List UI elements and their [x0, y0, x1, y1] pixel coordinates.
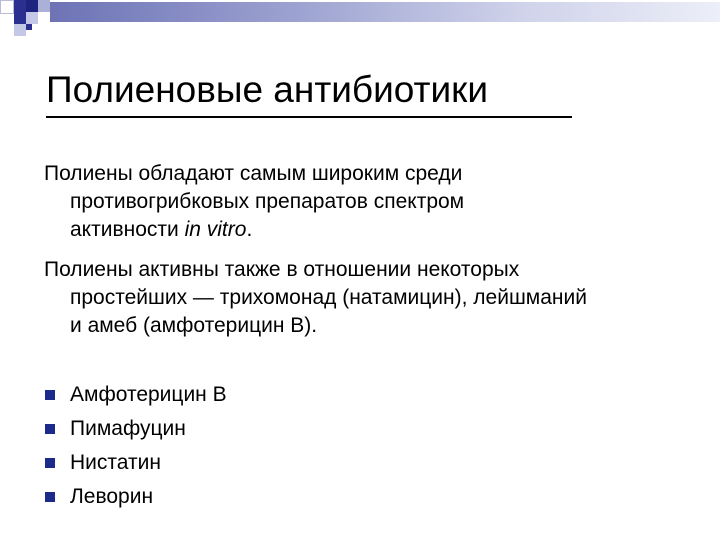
list-item-label: Пимафуцин: [70, 417, 186, 440]
text-fragment: активности: [70, 218, 185, 241]
paragraph-line: [44, 216, 684, 244]
square-bullet-icon: [45, 458, 55, 468]
drug-list: [44, 378, 227, 514]
paragraph-line: и амеб (амфотерицин В).: [70, 314, 318, 337]
title-underline: [46, 116, 572, 118]
decor-square-navy: [26, 0, 38, 12]
list-item-label: Леворин: [70, 485, 154, 508]
decor-square-navy: [14, 0, 26, 12]
list-item: [44, 412, 227, 446]
decor-square-white: [0, 0, 14, 14]
decor-square-navy: [26, 24, 32, 30]
paragraph-line: Полиены обладают самым широким среди: [44, 162, 463, 185]
paragraph-line: Полиены активны также в отношении некоторых: [44, 258, 520, 281]
square-bullet-icon: [45, 492, 55, 502]
slide-title: Полиеновые антибиотики: [46, 69, 489, 110]
square-bullet-icon: [45, 424, 55, 434]
italic-term: in vitro: [184, 218, 247, 241]
paragraph-activity: [44, 256, 684, 340]
decor-square-light: [38, 0, 50, 12]
decor-square-light: [14, 24, 26, 36]
list-item: [44, 378, 227, 412]
paragraph-line: простейших — трихомонад (натамицин), лейшманий: [70, 286, 587, 309]
paragraph-line: противогрибковых препаратов спектром: [70, 190, 465, 213]
decor-square-navy: [14, 12, 26, 24]
square-bullet-icon: [45, 390, 55, 400]
list-item: [44, 480, 227, 514]
decor-square-light: [26, 12, 38, 24]
list-item: [44, 446, 227, 480]
paragraph-spectrum: [44, 160, 684, 244]
top-gradient-band: [50, 2, 720, 22]
list-item-label: Нистатин: [70, 451, 161, 474]
text-fragment: .: [246, 218, 253, 241]
list-item-label: Амфотерицин В: [70, 383, 227, 406]
